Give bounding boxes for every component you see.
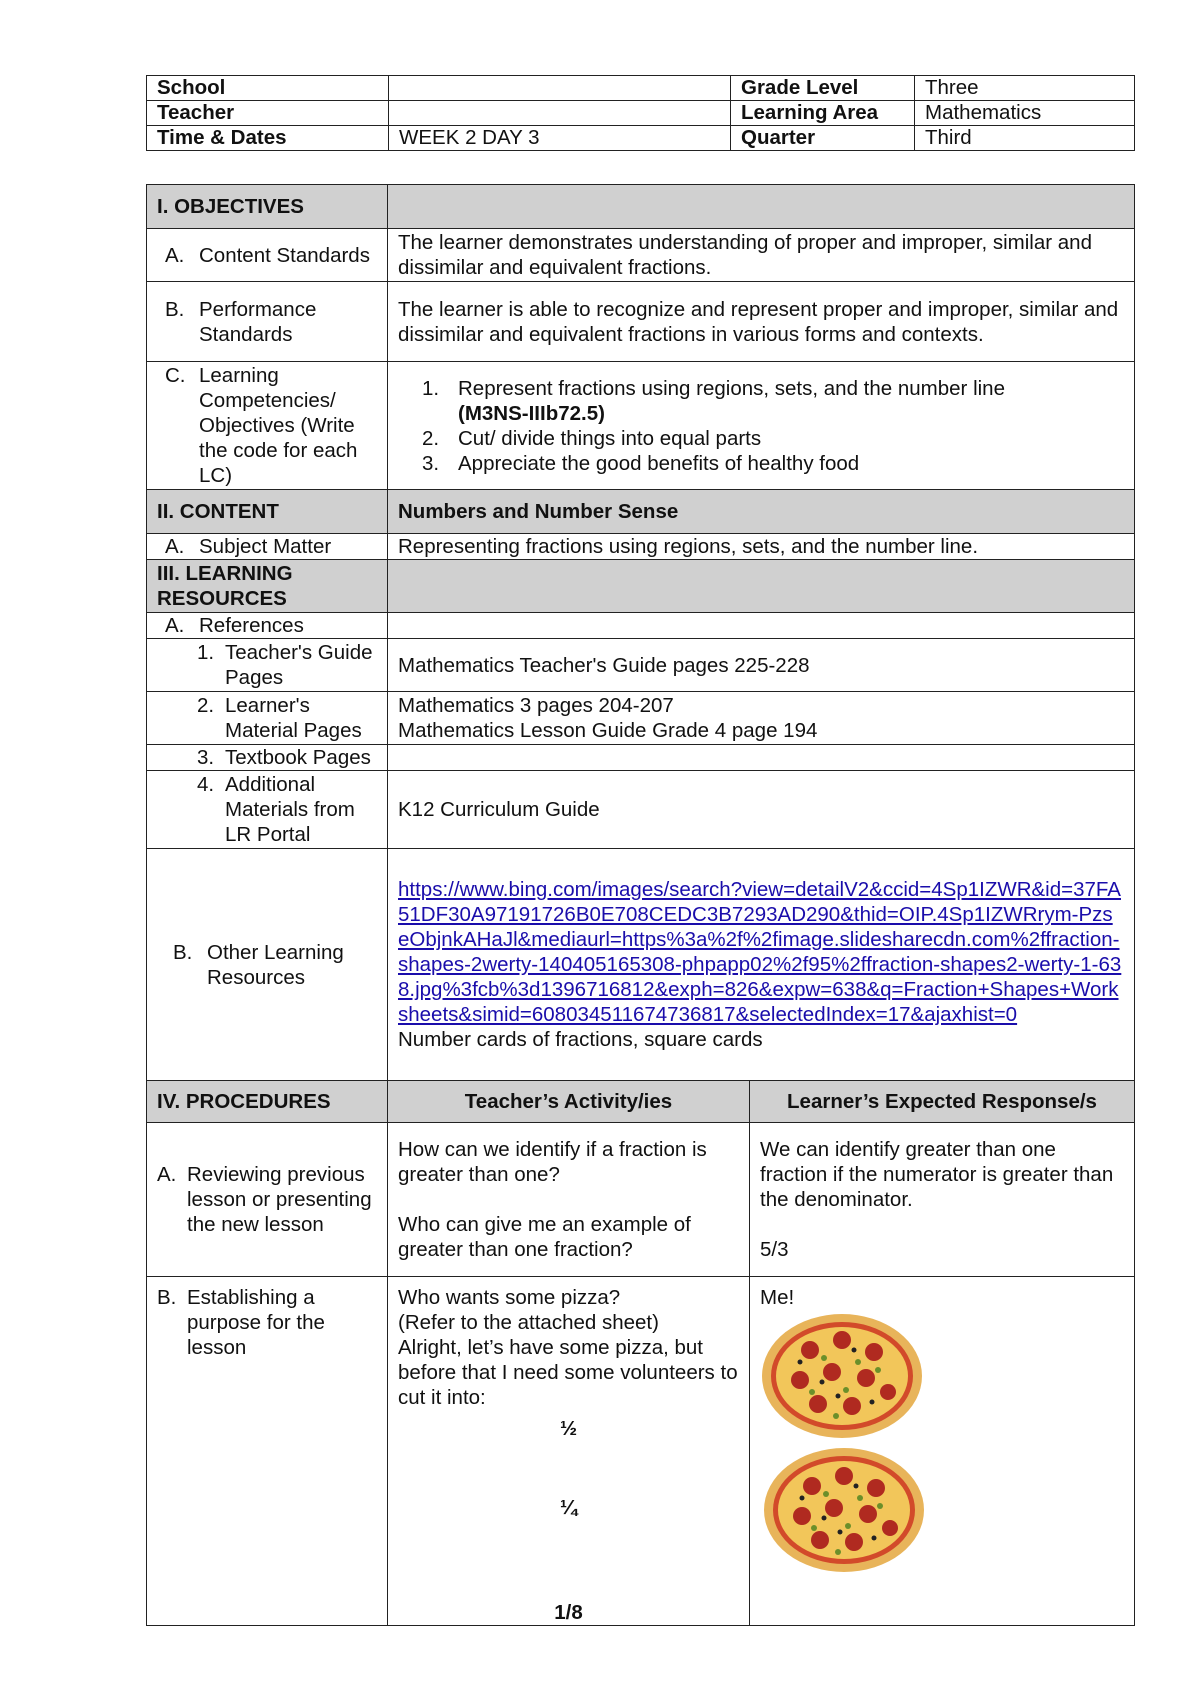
content-standards-text: The learner demonstrates understanding of proper and improper, similar and dissimilar and equivalent fractions. — [388, 229, 1135, 282]
teacher-label: Teacher — [147, 101, 389, 126]
content-standards-label — [147, 229, 388, 282]
learning-area-label: Learning Area — [731, 101, 915, 126]
learners-material-label — [147, 692, 388, 745]
grade-level-label: Grade Level — [731, 76, 915, 101]
performance-standards-title: Performance Standards — [199, 297, 317, 346]
subject-matter-title: Subject Matter — [199, 535, 332, 558]
establishing-purpose-label — [147, 1277, 388, 1626]
textbook-pages-title: Textbook Pages — [225, 746, 371, 769]
school-value — [389, 76, 731, 101]
other-resources-label — [147, 849, 388, 1081]
learning-competencies-list — [388, 362, 1135, 490]
teacher-value — [389, 101, 731, 126]
pizza-instruction: Alright, let’s have some pizza, but before that I need some volunteers to cut it into: — [398, 1336, 738, 1409]
content-heading: II. CONTENT — [147, 490, 388, 534]
learning-resources-heading — [147, 560, 388, 613]
additional-materials-title: Additional Materials from LR Portal — [225, 773, 355, 846]
grade-level-value: Three — [915, 76, 1135, 101]
textbook-pages-value — [388, 745, 1135, 771]
establishing-learner-response — [750, 1277, 1135, 1626]
learners-material-line-1: Mathematics 3 pages 204-207 — [398, 694, 674, 717]
performance-standards-label — [147, 282, 388, 362]
objectives-heading-blank — [388, 185, 1135, 229]
establishing-purpose-title: Establishing a purpose for the lesson — [187, 1286, 325, 1359]
learners-material-value — [388, 692, 1135, 745]
learners-material-line-2: Mathematics Lesson Guide Grade 4 page 194 — [398, 719, 818, 742]
establishing-teacher-activity — [388, 1277, 750, 1626]
list-item — [398, 451, 1124, 476]
competency-code: (M3NS-IIIb72.5) — [458, 401, 605, 425]
fraction-eighth: 1/8 — [554, 1601, 583, 1624]
reviewing-lesson-title: Reviewing previous lesson or presenting the new lesson — [187, 1163, 372, 1236]
additional-materials-value: K12 Curriculum Guide — [388, 771, 1135, 849]
reviewing-question-1: How can we identify if a fraction is greater than one? — [398, 1138, 707, 1186]
teacher-activity-header: Teacher’s Activity/ies — [388, 1081, 750, 1123]
time-dates-label: Time & Dates — [147, 126, 389, 151]
objectives-heading: I. OBJECTIVES — [147, 185, 388, 229]
learner-response-header: Learner’s Expected Response/s — [750, 1081, 1135, 1123]
objective-text: Represent fractions using regions, sets, and the number line — [458, 376, 1005, 400]
teachers-guide-title: Teacher's Guide Pages — [225, 641, 373, 689]
subject-matter-label — [147, 534, 388, 560]
reviewing-question-2: Who can give me an example of greater than one fraction? — [398, 1213, 691, 1261]
teachers-guide-label — [147, 639, 388, 692]
objective-text: Cut/ divide things into equal parts — [458, 426, 762, 450]
quarter-value: Third — [915, 126, 1135, 151]
list-number: 2. — [422, 426, 440, 450]
references-key: A. — [165, 614, 185, 637]
learning-resources-heading-blank — [388, 560, 1135, 613]
teachers-guide-value: Mathematics Teacher's Guide pages 225-228 — [388, 639, 1135, 692]
textbook-pages-key: 3. — [197, 746, 215, 769]
pizza-question: Who wants some pizza? — [398, 1286, 621, 1309]
other-resources-value — [388, 849, 1135, 1081]
performance-standards-key: B. — [165, 297, 185, 321]
reviewing-lesson-label — [147, 1123, 388, 1277]
other-resources-text: Number cards of fractions, square cards — [398, 1028, 763, 1051]
procedures-heading: IV. PROCEDURES — [147, 1081, 388, 1123]
subject-matter-key: A. — [165, 535, 185, 558]
pizza-icon — [760, 1444, 930, 1574]
pizza-note: (Refer to the attached sheet) — [398, 1311, 659, 1334]
references-title: References — [199, 614, 304, 637]
time-dates-value: WEEK 2 DAY 3 — [389, 126, 731, 151]
other-resources-title: Other Learning Resources — [207, 940, 344, 989]
content-heading-value: Numbers and Number Sense — [388, 490, 1135, 534]
learning-competencies-key: C. — [165, 364, 186, 387]
list-item — [398, 426, 1124, 451]
additional-materials-label — [147, 771, 388, 849]
textbook-pages-label — [147, 745, 388, 771]
list-number: 3. — [422, 451, 440, 475]
reviewing-answer-2: 5/3 — [760, 1238, 789, 1261]
learning-competencies-title: Learning Competencies/ Objectives (Write the code for each LC) — [199, 364, 358, 487]
objective-text: Appreciate the good benefits of healthy food — [458, 451, 860, 475]
performance-standards-text: The learner is able to recognize and represent proper and improper, similar and dissimilar and equivalent fractions in various forms and contexts. — [388, 282, 1135, 362]
fraction-quarter: ¼ — [559, 1496, 578, 1519]
references-blank — [388, 613, 1135, 639]
list-number: 1. — [422, 376, 440, 400]
references-label — [147, 613, 388, 639]
learning-area-value: Mathematics — [915, 101, 1135, 126]
reviewing-teacher-activity — [388, 1123, 750, 1277]
teachers-guide-key: 1. — [197, 641, 215, 664]
establishing-purpose-key: B. — [157, 1286, 177, 1309]
content-standards-title: Content Standards — [199, 243, 370, 267]
additional-materials-key: 4. — [197, 773, 215, 796]
list-item — [398, 376, 1124, 426]
learner-answer-me: Me! — [760, 1286, 795, 1309]
quarter-label: Quarter — [731, 126, 915, 151]
header-info-table — [146, 75, 1135, 151]
school-label: School — [147, 76, 389, 101]
subject-matter-text: Representing fractions using regions, sets, and the number line. — [388, 534, 1135, 560]
learners-material-key: 2. — [197, 694, 215, 717]
bing-image-link[interactable]: https://www.bing.com/images/search?view=detailV2&ccid=4Sp1IZWR&id=37FA51DF30A97191726B0E708CEDC3B7293AD290&thid=OIP.4Sp1IZWRrym-PzseObjnkAHaJl&mediaurl=https%3a%2f%2fimage.slidesharecdn.com%2ffraction-shapes-2werty-140405165308-phpapp02%2f95%2ffraction-shapes2-werty-1-638.jpg%3fcb%3d1396716812&exph=826&expw=638&q=Fraction+Shapes+Worksheets&simid=608034511674736817&selectedIndex=17&ajaxhist=0 — [398, 878, 1122, 1026]
fraction-half: ½ — [559, 1417, 578, 1440]
learners-material-title: Learner's Material Pages — [225, 694, 362, 742]
pizza-icon — [760, 1310, 930, 1440]
reviewing-lesson-key: A. — [157, 1163, 177, 1186]
other-resources-key: B. — [173, 940, 193, 964]
learning-resources-heading-text: III. LEARNING RESOURCES — [157, 562, 293, 610]
learning-competencies-label — [147, 362, 388, 490]
reviewing-learner-response — [750, 1123, 1135, 1277]
lesson-plan-table — [146, 184, 1135, 1626]
content-standards-key: A. — [165, 243, 185, 267]
reviewing-answer-1: We can identify greater than one fraction if the numerator is greater than the denominator. — [760, 1138, 1114, 1211]
